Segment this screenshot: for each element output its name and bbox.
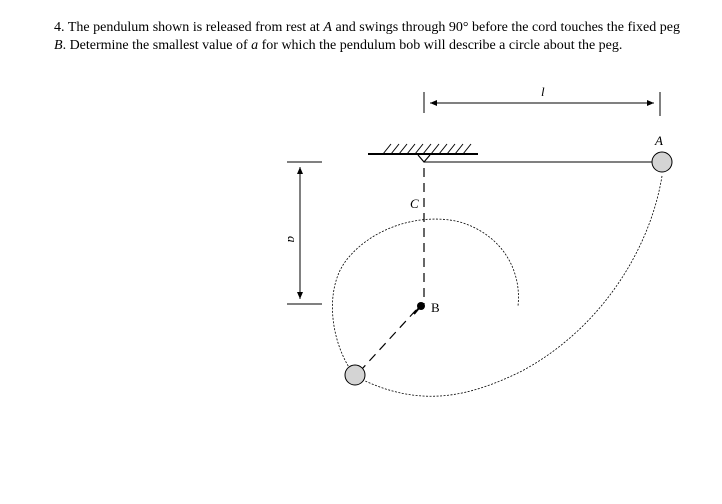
label-a: a <box>285 236 300 243</box>
problem-text-1: The pendulum shown is released from rest at <box>67 20 320 35</box>
cord-peg-to-bob <box>362 310 416 369</box>
variable-a: a <box>251 37 259 53</box>
problem-text-3: . Determine the smallest value of <box>62 37 248 53</box>
label-B: B <box>431 300 440 315</box>
label-A: A <box>655 133 663 148</box>
label-C: C <box>410 196 419 211</box>
trajectory-swing <box>355 176 662 396</box>
bob-at-A <box>652 152 672 172</box>
bob-bottom <box>345 365 365 385</box>
trajectory-circle-about-peg <box>332 219 518 372</box>
ceiling-support <box>368 144 478 162</box>
variable-A: A <box>323 20 332 35</box>
variable-B: B <box>54 37 63 53</box>
problem-text-4: for which the pendulum bob will describe a circle about the peg. <box>261 37 623 53</box>
problem-text-2: and swings through 90° before the cord touches the fixed peg <box>335 20 681 35</box>
dimension-a <box>287 162 322 304</box>
label-l: l <box>541 84 545 99</box>
problem-number: 4. <box>54 20 65 35</box>
